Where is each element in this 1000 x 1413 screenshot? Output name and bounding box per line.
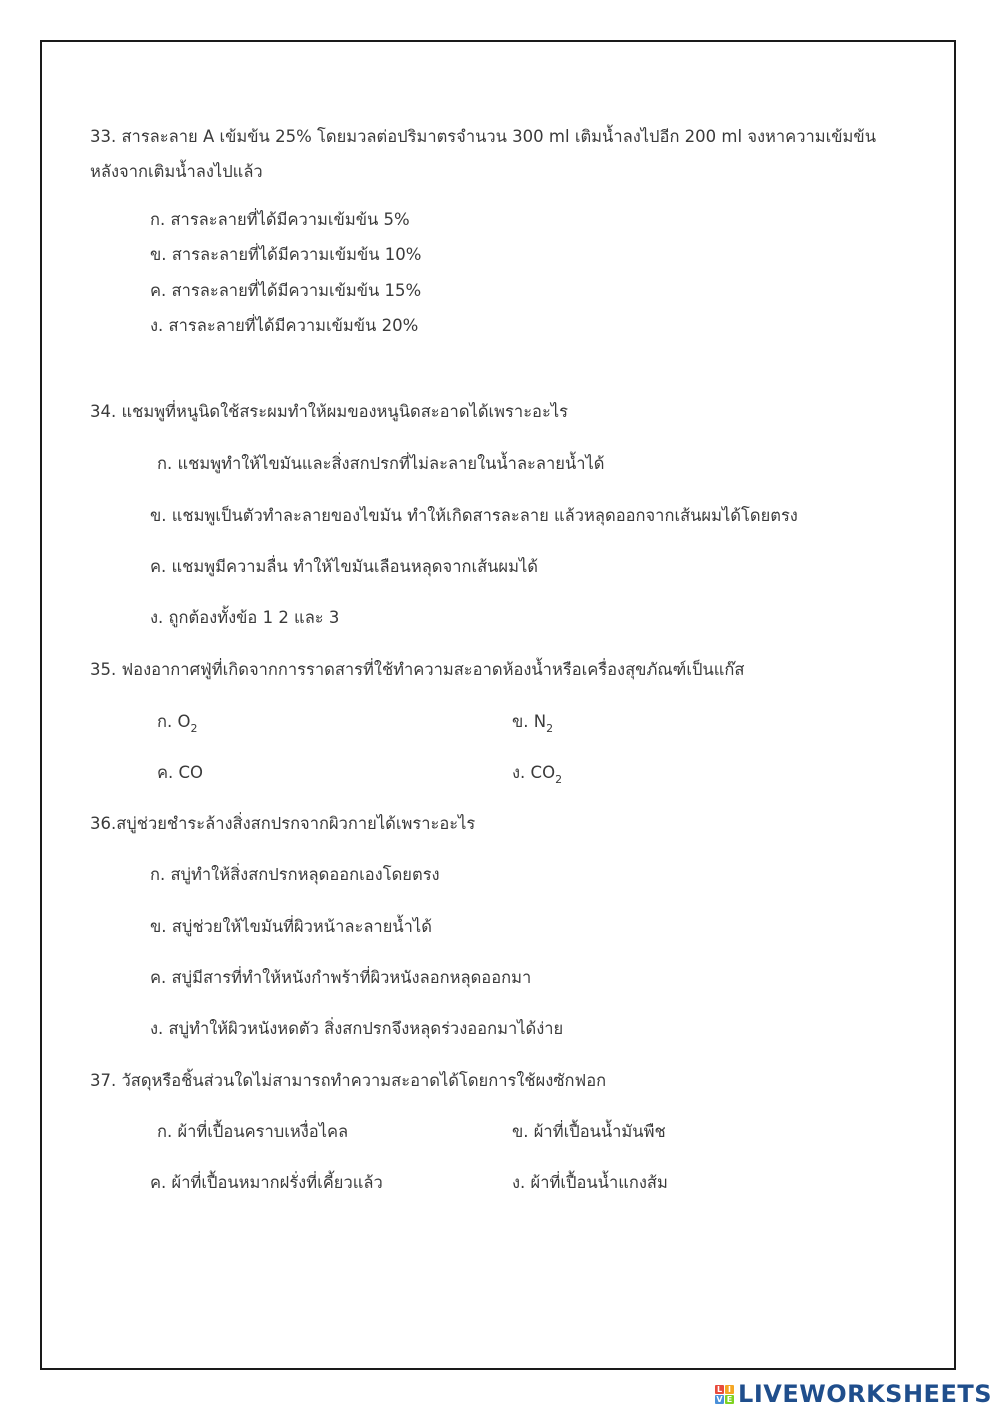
logo-letter-e: E xyxy=(726,1394,733,1404)
question-33-option-2[interactable]: ข. สารละลายที่ได้มีความเข้มข้น 10% xyxy=(150,245,422,264)
question-37-option-4[interactable]: ง. ผ้าที่เปื้อนน้ำแกงส้ม xyxy=(512,1173,668,1192)
question-36-option-1[interactable]: ก. สบู่ทำให้สิ่งสกปรกหลุดออกเองโดยตรง xyxy=(150,865,440,884)
question-33-text-line1: 33. สารละลาย A เข้มข้น 25% โดยมวลต่อปริมาตรจำนวน 300 ml เติมน้ำลงไปอีก 200 ml จงหาความเข้มข้น xyxy=(90,127,876,146)
question-34-option-1[interactable]: ก. แชมพูทำให้ไขมันและสิ่งสกปรกที่ไม่ละลายในน้ำละลายน้ำได้ xyxy=(157,454,605,473)
question-37-option-2[interactable]: ข. ผ้าที่เปื้อนน้ำมันพืช xyxy=(512,1122,666,1141)
question-36-option-2[interactable]: ข. สบู่ช่วยให้ไขมันที่ผิวหน้าละลายน้ำได้ xyxy=(150,917,432,936)
subscript: 2 xyxy=(546,722,554,735)
logo-letter-v: V xyxy=(716,1394,723,1404)
question-37-text: 37. วัสดุหรือชิ้นส่วนใดไม่สามารถทำความสะอาดได้โดยการใช้ผงซักฟอก xyxy=(90,1071,607,1090)
question-35-text: 35. ฟองอากาศฟู่ที่เกิดจากการราดสารที่ใช้ทำความสะอาดห้องน้ำหรือเครื่องสุขภัณฑ์เป็นแก๊ส xyxy=(90,660,745,679)
liveworksheets-logo-icon xyxy=(715,1385,734,1404)
question-34-option-3[interactable]: ค. แชมพูมีความลื่น ทำให้ไขมันเลือนหลุดจากเส้นผมได้ xyxy=(150,557,538,576)
question-36-option-3[interactable]: ค. สบู่มีสารที่ทำให้หนังกำพร้าที่ผิวหนังลอกหลุดออกมา xyxy=(150,968,532,987)
liveworksheets-branding[interactable] xyxy=(715,1381,992,1407)
question-34-option-2[interactable]: ข. แชมพูเป็นตัวทำละลายของไขมัน ทำให้เกิดสารละลาย แล้วหลุดออกจากเส้นผมได้โดยตรง xyxy=(150,506,798,525)
question-35-option-2[interactable] xyxy=(512,711,553,735)
page-border xyxy=(40,40,956,1370)
question-36-option-4[interactable]: ง. สบู่ทำให้ผิวหนังหดตัว สิ่งสกปรกจึงหลุดร่วงออกมาได้ง่าย xyxy=(150,1019,564,1038)
question-33-text-line2: หลังจากเติมน้ำลงไปแล้ว xyxy=(90,162,263,181)
question-35-option-1[interactable] xyxy=(157,711,197,735)
option-prefix: ข. N xyxy=(512,712,547,731)
subscript: 2 xyxy=(190,722,198,735)
question-35-option-3[interactable] xyxy=(157,762,203,786)
question-33-option-4[interactable]: ง. สารละลายที่ได้มีความเข้มข้น 20% xyxy=(150,316,419,335)
question-36-text: 36.สบู่ช่วยชำระล้างสิ่งสกปรกจากผิวกายได้เพราะอะไร xyxy=(90,814,476,833)
question-33-option-3[interactable]: ค. สารละลายที่ได้มีความเข้มข้น 15% xyxy=(150,281,422,300)
logo-letter-i: I xyxy=(725,1385,734,1394)
question-33-option-1[interactable]: ก. สารละลายที่ได้มีความเข้มข้น 5% xyxy=(150,210,410,229)
option-prefix: ค. CO xyxy=(157,763,204,782)
option-prefix: ง. CO xyxy=(512,763,556,782)
subscript: 2 xyxy=(555,773,563,786)
question-35-option-4[interactable] xyxy=(512,762,562,786)
question-34-option-4[interactable]: ง. ถูกต้องทั้งข้อ 1 2 และ 3 xyxy=(150,608,340,627)
logo-letter-l: L xyxy=(716,1384,723,1394)
question-37-option-1[interactable]: ก. ผ้าที่เปื้อนคราบเหงื่อไคล xyxy=(157,1122,349,1141)
question-37-option-3[interactable]: ค. ผ้าที่เปื้อนหมากฝรั่งที่เคี้ยวแล้ว xyxy=(150,1173,383,1192)
question-34-text: 34. แชมพูที่หนูนิดใช้สระผมทำให้ผมของหนูนิดสะอาดได้เพราะอะไร xyxy=(90,402,568,421)
brand-name: LIVEWORKSHEETS xyxy=(738,1380,992,1408)
option-prefix: ก. O xyxy=(157,712,191,731)
